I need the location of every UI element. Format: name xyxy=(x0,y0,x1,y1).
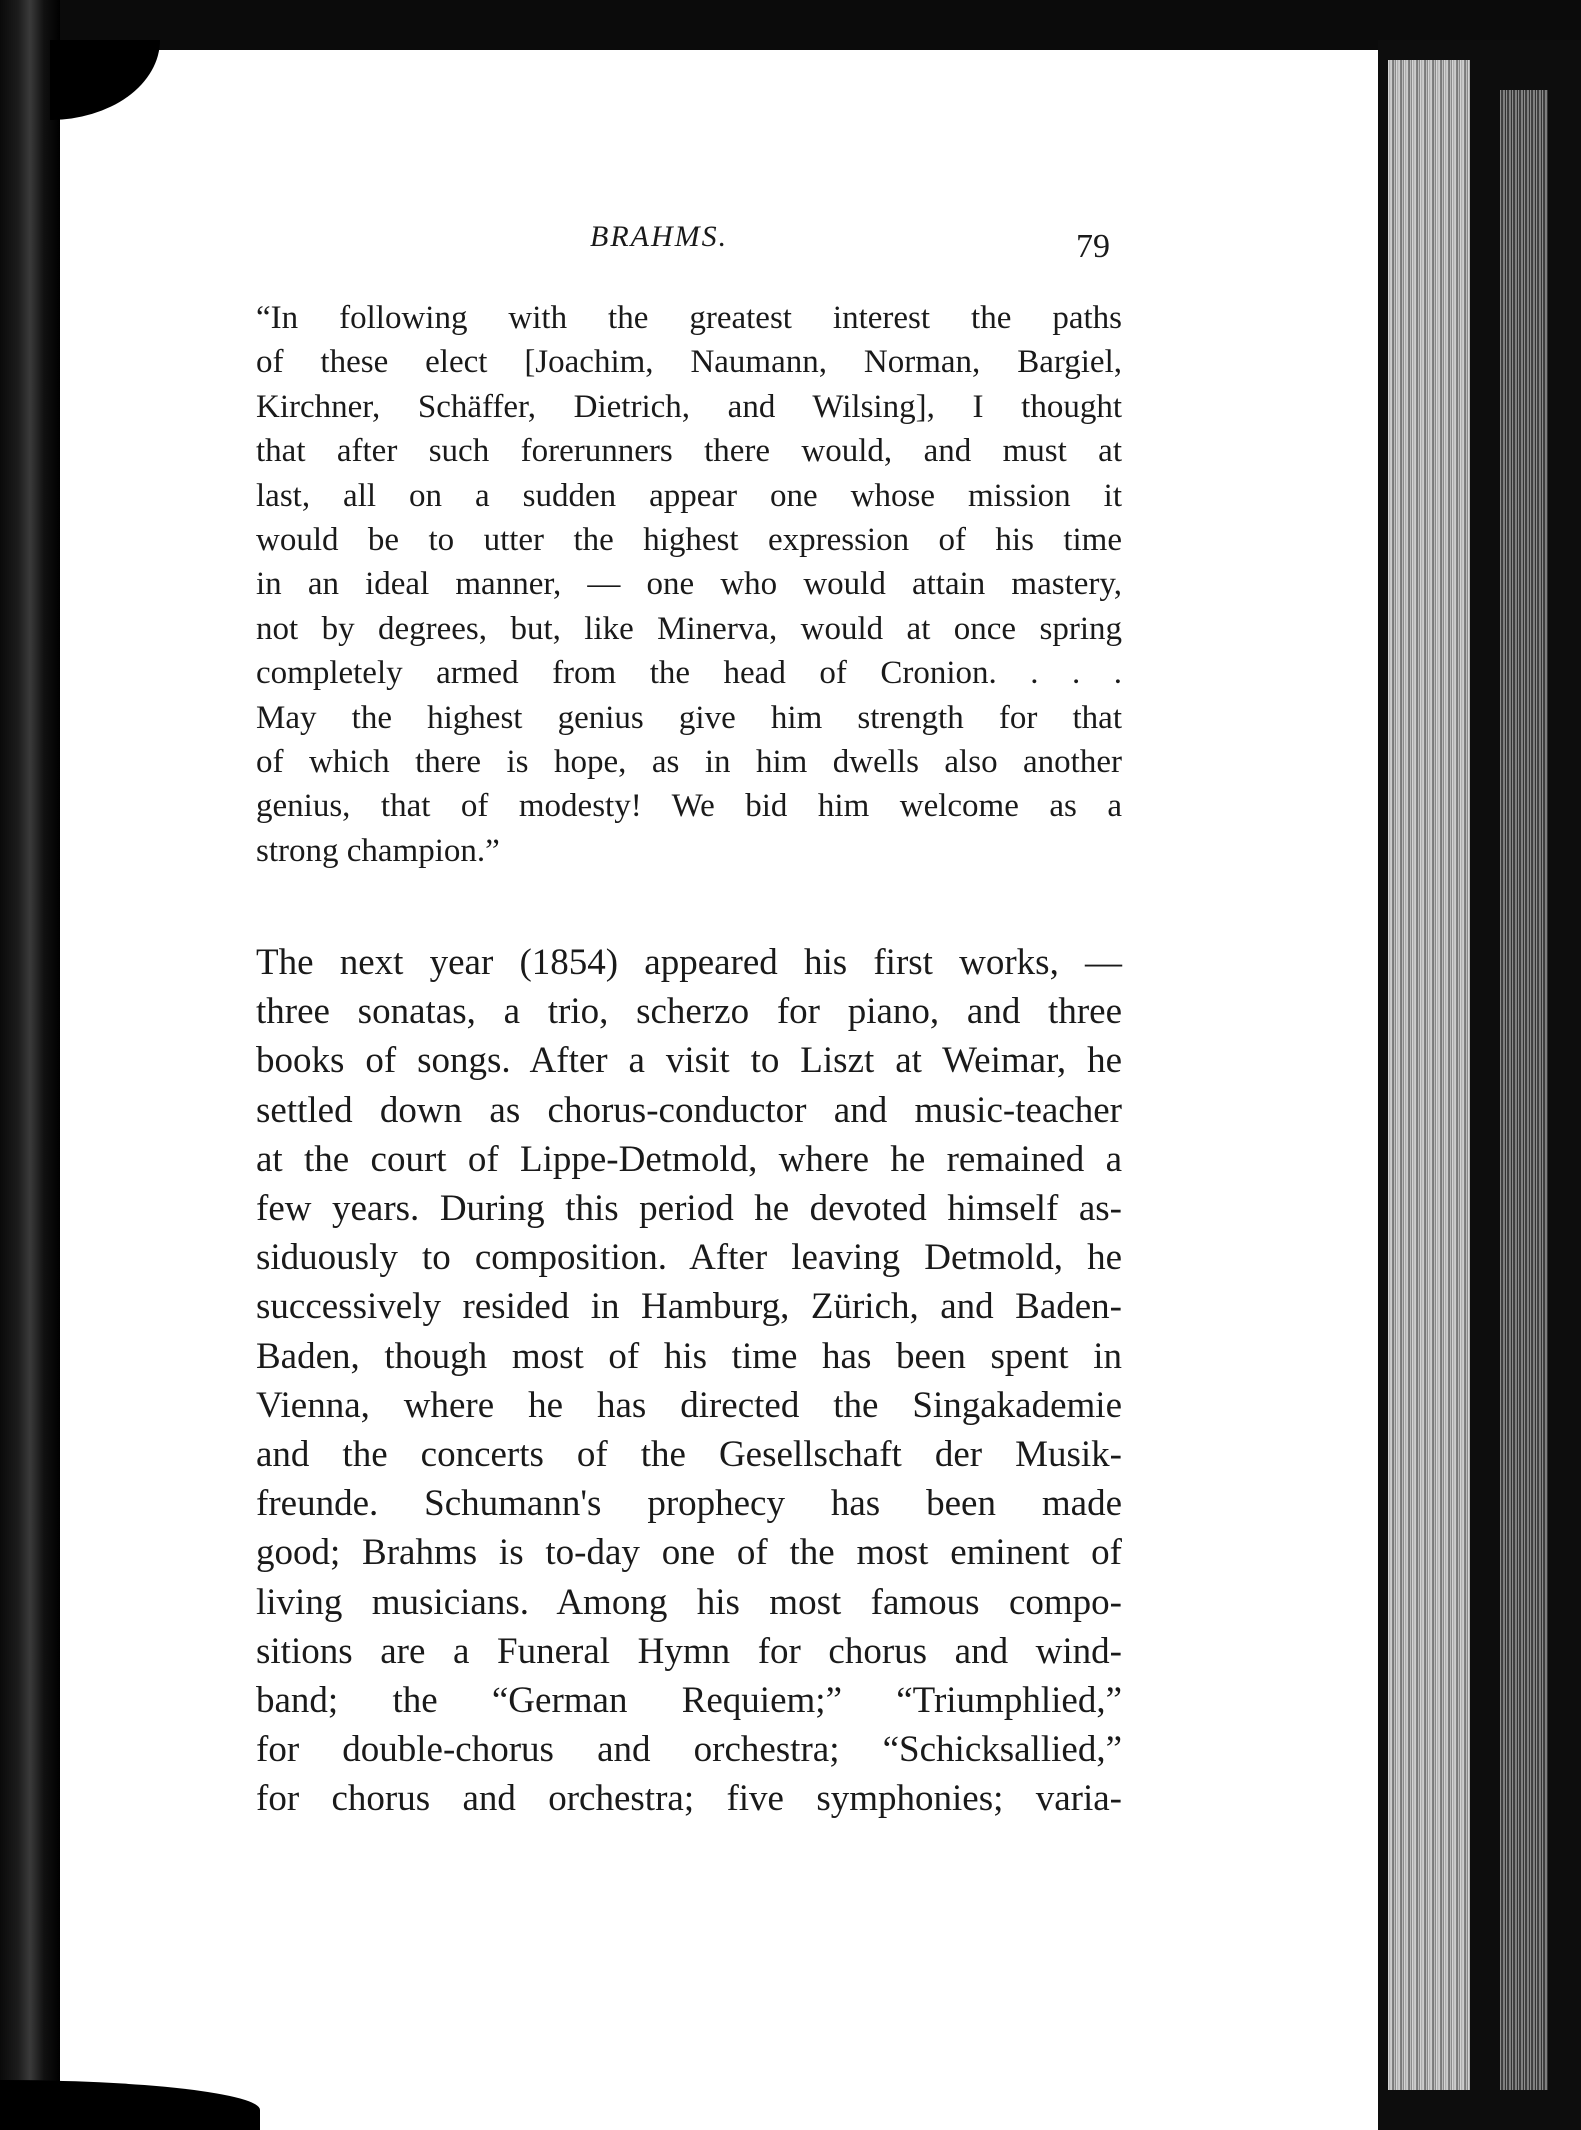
quote-line: strong champion.” xyxy=(256,832,500,869)
body-line: and the concerts of the Gesellschaft der Musik- xyxy=(256,1434,1122,1476)
page-number: 79 xyxy=(1076,228,1110,265)
body-line: sitions are a Funeral Hymn for chorus and wind- xyxy=(256,1630,1122,1672)
quoted-passage xyxy=(256,296,1122,873)
book-page-edges-outer xyxy=(1500,90,1548,2090)
body-line: books of songs. After a visit to Liszt at Weimar, he xyxy=(256,1040,1122,1082)
body-line: for chorus and orchestra; five symphonies; varia- xyxy=(256,1778,1122,1820)
body-line: living musicians. Among his most famous compo- xyxy=(256,1581,1122,1623)
body-line: few years. During this period he devoted himself as- xyxy=(256,1188,1122,1230)
quote-line: Kirchner, Schäffer, Dietrich, and Wilsing], I thought xyxy=(256,388,1122,425)
running-head: BRAHMS. xyxy=(590,220,729,253)
body-line: at the court of Lippe-Detmold, where he remained a xyxy=(256,1138,1122,1180)
quote-line: would be to utter the highest expression of his time xyxy=(256,522,1122,559)
scan-border-top xyxy=(0,0,1581,50)
quote-line: that after such forerunners there would, and must at xyxy=(256,433,1122,470)
quote-line: not by degrees, but, like Minerva, would at once spring xyxy=(256,610,1122,647)
body-line: settled down as chorus-conductor and music-teacher xyxy=(256,1089,1122,1131)
page-curl-shadow xyxy=(50,40,160,120)
body-line: Baden, though most of his time has been spent in xyxy=(256,1335,1122,1377)
body-line: three sonatas, a trio, scherzo for piano, and three xyxy=(256,991,1122,1033)
scan-border-bottom xyxy=(0,2080,260,2130)
body-line: good; Brahms is to-day one of the most eminent of xyxy=(256,1532,1122,1574)
book-page-edges xyxy=(1388,60,1470,2090)
body-paragraph xyxy=(256,938,1122,1824)
body-line: The next year (1854) appeared his first works, — xyxy=(256,942,1122,983)
body-line: siduously to composition. After leaving Detmold, he xyxy=(256,1237,1122,1279)
book-spine-shadow xyxy=(0,0,60,2130)
quote-line: May the highest genius give him strength for that xyxy=(256,699,1122,736)
body-line: for double-chorus and orchestra; “Schicksallied,” xyxy=(256,1729,1122,1771)
body-line: band; the “German Requiem;” “Triumphlied,” xyxy=(256,1680,1122,1722)
quote-line: of these elect [Joachim, Naumann, Norman, Bargiel, xyxy=(256,344,1122,381)
quote-line: completely armed from the head of Cronion. . . . xyxy=(256,655,1122,692)
body-line: successively resided in Hamburg, Zürich, and Baden- xyxy=(256,1286,1122,1328)
quote-line: “In following with the greatest interest the paths xyxy=(256,300,1122,336)
body-line: freunde. Schumann's prophecy has been made xyxy=(256,1483,1122,1525)
quote-line: of which there is hope, as in him dwells also another xyxy=(256,744,1122,781)
quote-line: last, all on a sudden appear one whose mission it xyxy=(256,477,1122,514)
body-line: Vienna, where he has directed the Singakademie xyxy=(256,1384,1122,1426)
quote-line: in an ideal manner, — one who would attain mastery, xyxy=(256,566,1122,603)
quote-line: genius, that of modesty! We bid him welcome as a xyxy=(256,788,1122,825)
